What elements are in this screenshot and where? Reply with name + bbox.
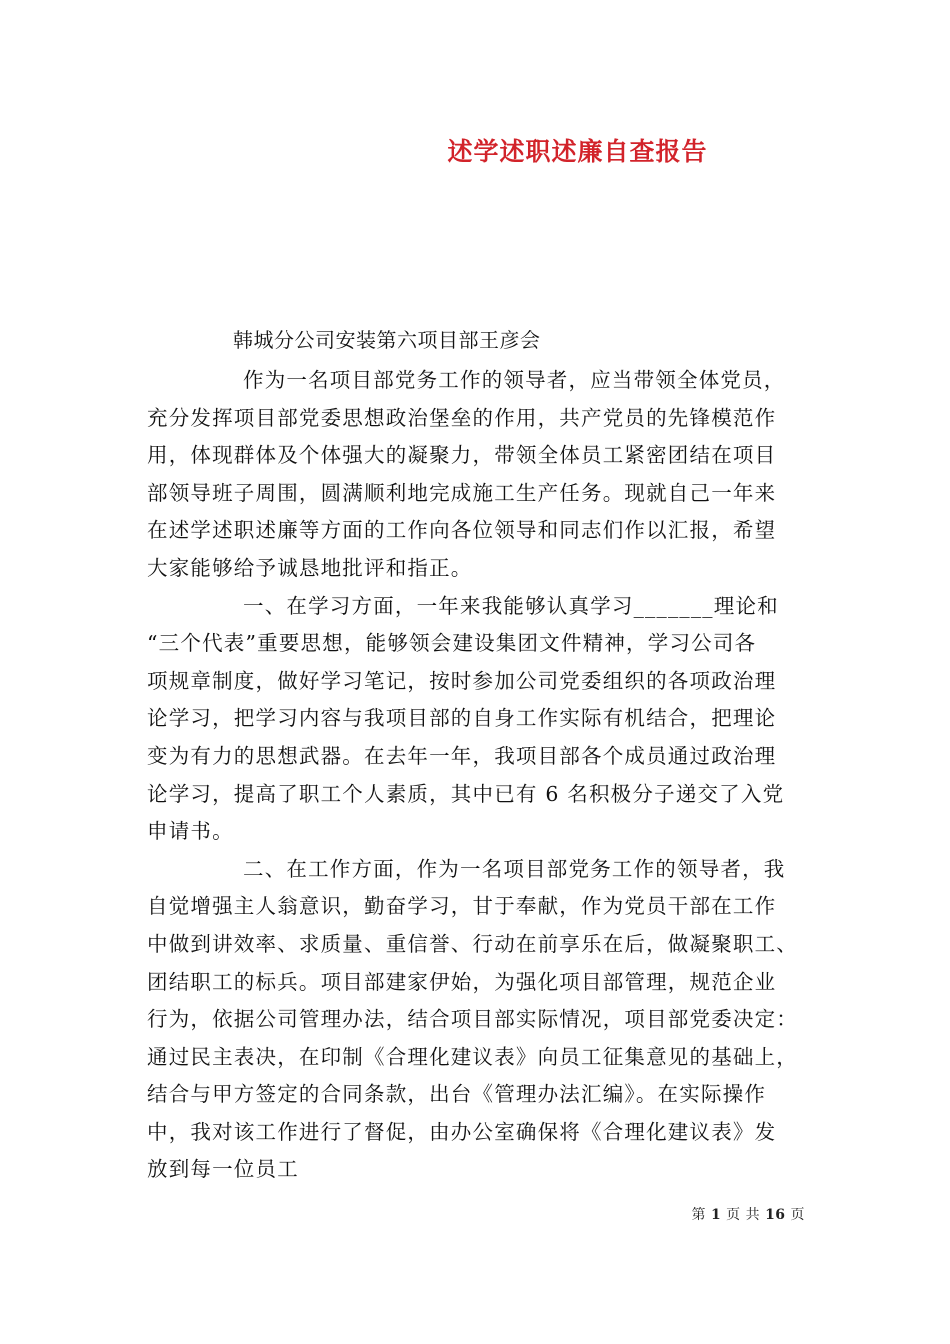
paragraph-line: 项规章制度，做好学习笔记，按时参加公司党委组织的各项政治理 — [147, 668, 777, 693]
paragraph-line: 中，我对该工作进行了督促，由办公室确保将《合理化建议表》发 — [147, 1119, 777, 1144]
document-body — [147, 362, 822, 1189]
paragraph-line: 放到每一位员工 — [147, 1157, 299, 1182]
paragraph-line: 自觉增强主人翁意识，勤奋学习，甘于奉献，作为党员干部在工作 — [147, 894, 777, 919]
paragraph-line: 论学习，把学习内容与我项目部的自身工作实际有机结合，把理论 — [147, 706, 777, 731]
total-pages-number: 16 — [765, 1207, 786, 1223]
paragraph-line: 用，体现群体及个体强大的凝聚力，带领全体员工紧密团结在项目 — [147, 443, 777, 468]
paragraph-line: 行为，依据公司管理办法，结合项目部实际情况，项目部党委决定： — [147, 1007, 798, 1032]
footer-prefix: 第 — [691, 1207, 706, 1223]
paragraph-line: 团结职工的标兵。项目部建家伊始，为强化项目部管理，规范企业 — [147, 969, 777, 994]
footer-suffix: 页 — [790, 1207, 805, 1223]
paragraph-line: 论学习，提高了职工个人素质，其中已有 6 名积极分子递交了入党 — [147, 781, 785, 806]
paragraph-line: 变为有力的思想武器。在去年一年，我项目部各个成员通过政治理 — [147, 743, 777, 768]
current-page-number: 1 — [710, 1207, 722, 1223]
document-title: 述学述职述廉自查报告 — [447, 137, 708, 166]
paragraph-line: 在述学述职述廉等方面的工作向各位领导和同志们作以汇报，希望 — [147, 518, 777, 543]
paragraph-line: 二、在工作方面，作为一名项目部党务工作的领导者，我 — [243, 856, 786, 881]
paragraph-line: 大家能够给予诚恳地批评和指正。 — [147, 555, 473, 580]
paragraph-line: “三个代表”重要思想，能够领会建设集团文件精神，学习公司各 — [147, 631, 757, 656]
paragraph-line: 充分发挥项目部党委思想政治堡垒的作用，共产党员的先锋模范作 — [147, 405, 777, 430]
paragraph-line: 一、在学习方面，一年来我能够认真学习_______理论和 — [243, 593, 779, 618]
paragraph-line: 申请书。 — [147, 819, 234, 844]
paragraph-line: 中做到讲效率、求质量、重信誉、行动在前享乐在后，做凝聚职工、 — [147, 931, 798, 956]
paragraph-line: 作为一名项目部党务工作的领导者，应当带领全体党员， — [243, 368, 786, 392]
page-number-footer — [692, 1204, 806, 1224]
author-line: 韩城分公司安装第六项目部王彦会 — [233, 328, 541, 352]
paragraph-line: 部领导班子周围，圆满顺利地完成施工生产任务。现就自己一年来 — [147, 480, 777, 505]
paragraph-line: 通过民主表决，在印制《合理化建议表》向员工征集意见的基础上， — [147, 1044, 798, 1069]
footer-middle: 页 共 — [726, 1207, 761, 1223]
paragraph-line: 结合与甲方签定的合同条款，出台《管理办法汇编》。在实际操作 — [147, 1082, 767, 1107]
